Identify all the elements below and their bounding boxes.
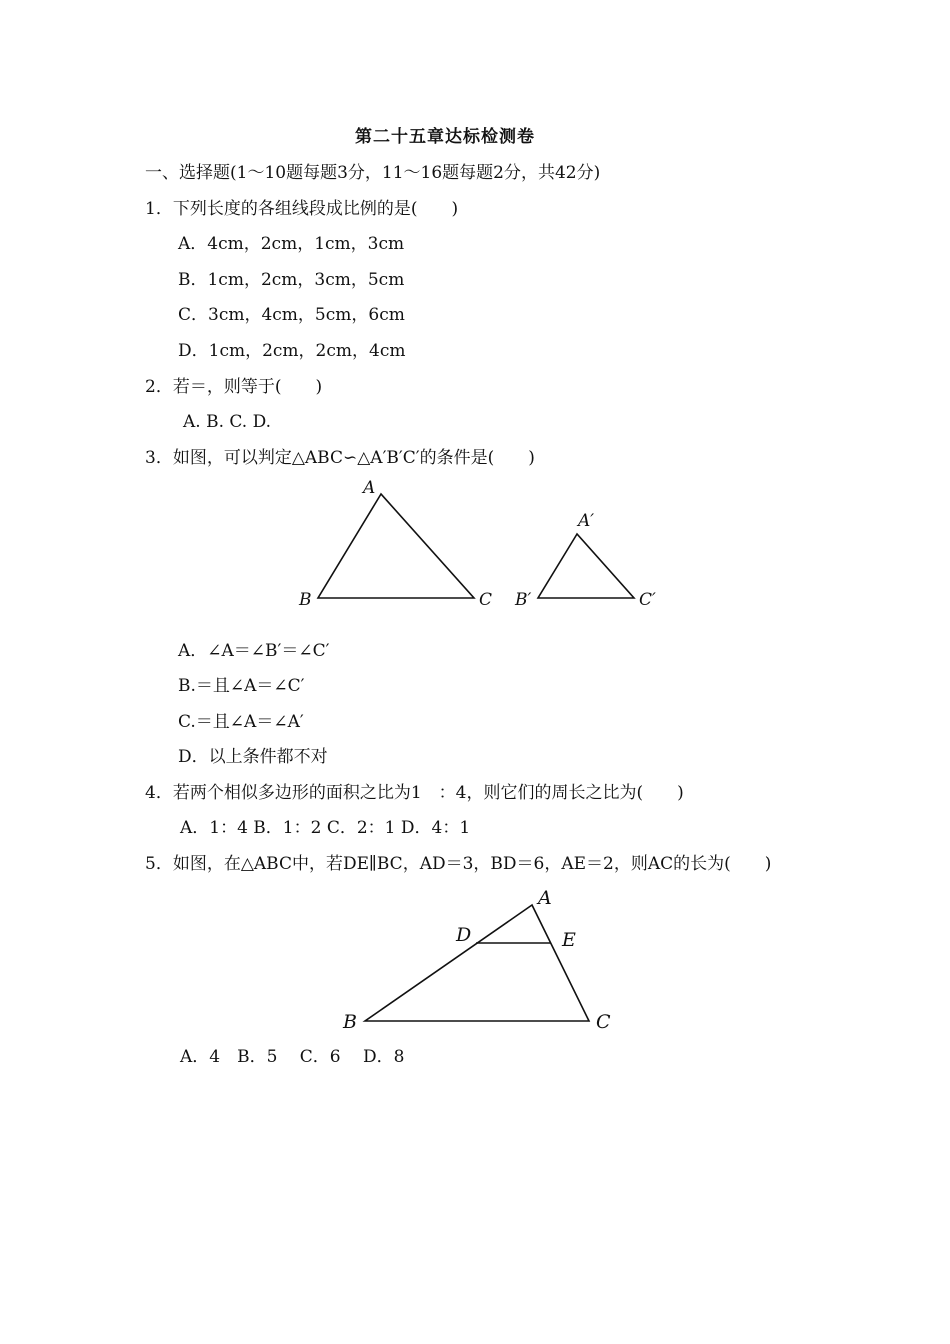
q3-stem: 3．如图，可以判定△ABC∽△A′B′C′的条件是( ) (145, 448, 535, 468)
page-title: 第二十五章达标检测卷 (355, 127, 535, 147)
q5-label-a: A (538, 887, 552, 909)
q3-option-d: D．以上条件都不对 (178, 747, 328, 767)
q4-options: A．1：4 B．1：2 C．2：1 D．4：1 (180, 818, 471, 838)
q1-option-b: B．1cm，2cm，3cm，5cm (178, 270, 405, 290)
label-c-prime: C′ (639, 590, 656, 610)
q3-option-c: C.＝且∠A＝∠A′ (178, 712, 304, 732)
q4-stem: 4．若两个相似多边形的面积之比为1 ：4，则它们的周长之比为( ) (145, 783, 684, 803)
q1-option-c: C．3cm，4cm，5cm，6cm (178, 305, 405, 325)
q3-option-a: A．∠A＝∠B′＝∠C′ (178, 641, 330, 661)
q5-label-e: E (562, 929, 576, 951)
label-a-prime: A′ (578, 511, 595, 531)
q1-stem: 1．下列长度的各组线段成比例的是( ) (145, 199, 459, 219)
q5-label-d: D (456, 924, 472, 946)
label-a: A (363, 478, 376, 498)
label-c: C (479, 590, 493, 610)
label-b: B (299, 590, 312, 610)
q2-options: A. B. C. D. (183, 412, 272, 432)
triangle-a-prime (538, 534, 634, 598)
q3-option-b: B.＝且∠A＝∠C′ (178, 676, 305, 696)
q5-label-b: B (343, 1011, 357, 1033)
q2-stem: 2．若＝，则等于( ) (145, 377, 323, 397)
section-heading: 一、选择题(1～10题每题3分，11～16题每题2分，共42分) (145, 163, 601, 183)
q5-label-c: C (596, 1011, 611, 1033)
q1-option-d: D．1cm，2cm，2cm，4cm (178, 341, 406, 361)
triangle-abc (318, 494, 474, 598)
q5-options: A．4 B．5 C．6 D．8 (180, 1047, 405, 1067)
triangle-abc-q5 (365, 905, 589, 1021)
q1-option-a: A．4cm，2cm，1cm，3cm (178, 234, 405, 254)
q5-stem: 5．如图，在△ABC中，若DE∥BC，AD＝3，BD＝6，AE＝2，则AC的长为( ) (145, 854, 772, 874)
label-b-prime: B′ (515, 590, 532, 610)
